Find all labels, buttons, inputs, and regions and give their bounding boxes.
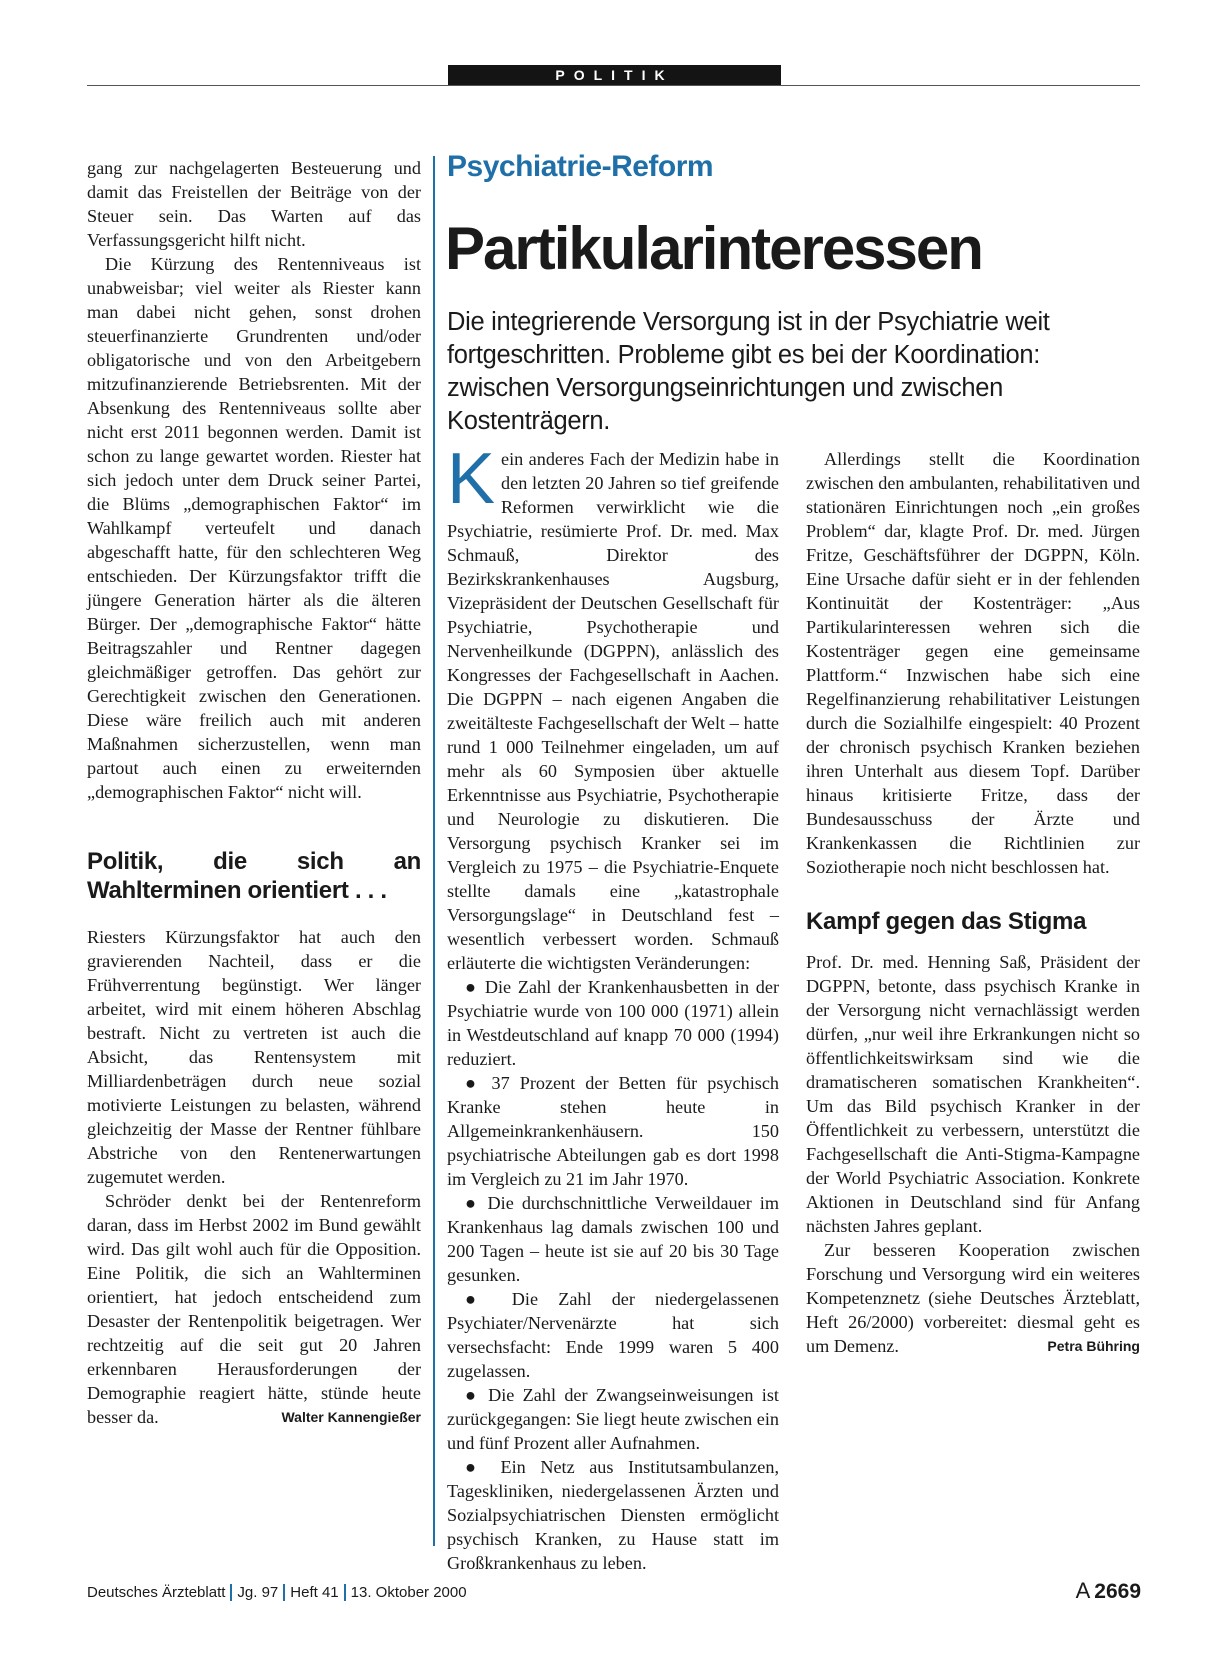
- journal-name: Deutsches Ärzteblatt: [87, 1584, 226, 1601]
- issue: Heft 41: [290, 1584, 339, 1601]
- page-prefix: A: [1075, 1578, 1091, 1603]
- paragraph: Die Kürzung des Rentenniveaus ist unabweisbar; viel weiter als Riester kann man dabei nicht gehen, sonst drohen steuerfinanzierte Grundrenten und/oder obligatorische und von den Arbeitgebern mitzufinanzierende Betriebsrenten. Mit der Absenkung des Rentenniveaus sollte aber nicht erst 2011 begonnen werden. Damit ist schon zu lange gewartet worden. Riester hat sich jedoch unter dem Druck seiner Partei, die Blüms „demographischen Faktor“ im Wahlkampf verteufelt und danach abgeschafft hatte, für den schlechteren Weg entschieden. Der Kürzungsfaktor trifft die jüngere Generation härter als die älteren Bürger. Der „demographische Faktor“ hätte Beitragszahler und Rentner dagegen gleichmäßiger getroffen. Das gehört zur Gerechtigkeit zwischen den Generationen. Diese wäre freilich auch mit anderen Maßnahmen sicherzustellen, wenn man partout auch einen zu erweiternden „demographischen Faktor“ nicht will.: [87, 254, 421, 802]
- paragraph: Kein anderes Fach der Medizin habe in den letzten 20 Jahren so tief greifende Reformen verwirklicht wie die Psychiatrie, resümierte Prof. Dr. med. Max Schmauß, Direktor des Bezirkskrankenhauses Augsburg, Vizepräsident der Deutschen Gesellschaft für Psychiatrie, Psychotherapie und Nervenheilkunde (DGPPN), anlässlich des Kongresses der Fachgesellschaft in Aachen. Die DGPPN – nach eigenen Angaben die zweitälteste Fachgesellschaft der Welt – hatte rund 1 000 Teilnehmer eingeladen, um auf mehr als 60 Symposien über aktuelle Erkenntnisse aus Psychiatrie, Psychotherapie und Neurologie zu diskutieren. Die Versorgung psychisch Kranker sei im Vergleich zu 1975 – die Psychiatrie-Enquete stellte damals eine „katastrophale Versorgungslage“ in Deutschland fest – wesentlich verbessert worden. Schmauß erläuterte die wichtigsten Veränderungen:: [447, 439, 779, 973]
- article-kicker: Psychiatrie-Reform: [447, 150, 714, 183]
- paragraph: Allerdings stellt die Koordination zwischen den ambulanten, rehabilitativen und stationären Einrichtungen noch „ein großes Problem“ dar, klagte Prof. Dr. med. Jürgen Fritze, Geschäftsführer der DGPPN, Köln. Eine Ursache dafür sieht er in der fehlenden Kontinuität der Kostenträger: „Aus Partikularinteressen wehren sich die Kostenträger gegen eine gemeinsame Plattform.“ Inzwischen habe sich eine Regelfinanzierung rehabilitativer Leistungen durch die Sozialhilfe eingespielt: 40 Prozent der chronisch psychisch Kranken beziehen ihren Unterhalt aus diesem Topf. Darüber hinaus kritisierte Fritze, dass der Bundesausschuss der Ärzte und Krankenkassen die Richtlinien zur Soziotherapie noch nicht beschlossen hat.: [806, 449, 1140, 877]
- paragraph: Zur besseren Kooperation zwischen Forschung und Versorgung wird ein weiteres Kompetenznetz (siehe Deutsches Ärzteblatt, Heft 26/2000) vorbereitet: diesmal geht es um Demenz. Petra Bühring: [806, 1240, 1140, 1356]
- bullet-item: ● Die Zahl der niedergelassenen Psychiater/Nervenärzte hat sich versechsfacht: Ende 1999 waren 5 400 zugelassen.: [447, 1289, 779, 1381]
- author-byline: Petra Bühring: [1047, 1338, 1140, 1354]
- footer-separator: [344, 1584, 346, 1601]
- volume: Jg. 97: [237, 1584, 279, 1601]
- author-byline: Walter Kannengießer: [281, 1409, 421, 1425]
- bullet-item: ● Die Zahl der Zwangseinweisungen ist zurückgegangen: Sie liegt heute zwischen ein und fünf Prozent aller Aufnahmen.: [447, 1385, 779, 1453]
- column-right: [806, 447, 1140, 1358]
- bullet-item: ● Ein Netz aus Institutsambulanzen, Tageskliniken, niedergelassenen Ärzten und Sozialpsychiatrischen Diensten ermöglicht psychisch Kranken, zu Hause statt im Großkrankenhaus zu leben.: [447, 1457, 779, 1573]
- column-divider: [433, 156, 435, 1546]
- paragraph: Prof. Dr. med. Henning Saß, Präsident der DGPPN, betonte, dass psychisch Kranke in der Versorgung nicht vernachlässigt werden dürfen, „nur weil ihre Erkrankungen nicht so öffentlichkeitswirksam sind wie die dramatischeren somatischen Krankheiten“. Um das Bild psychisch Kranker in der Öffentlichkeit zu verbessern, unterstützt die Fachgesellschaft die Anti-Stigma-Kampagne der World Psychiatric Association. Konkrete Aktionen in Deutschland sind für Anfang nächsten Jahres geplant.: [806, 952, 1140, 1236]
- drop-cap: K: [447, 439, 496, 519]
- bullet-item: ● 37 Prozent der Betten für psychisch Kranke stehen heute in Allgemeinkrankenhäusern. 150 psychiatrische Abteilungen gab es dort 1998 im Vergleich zu 21 im Jahr 1970.: [447, 1073, 779, 1189]
- bullet-item: ● Die durchschnittliche Verweildauer im Krankenhaus lag damals zwischen 100 und 200 Tagen – heute ist sie auf 20 bis 30 Tage gesunken.: [447, 1193, 779, 1285]
- subheading: Politik, die sich an Wahlterminen orientiert . . .: [87, 848, 421, 904]
- column-left: [87, 156, 421, 1429]
- paragraph: Schröder denkt bei der Rentenreform daran, dass im Herbst 2002 im Bund gewählt wird. Das gilt wohl auch für die Opposition. Eine Politik, die sich an Wahlterminen orientiert, hat jedoch entscheidend zum Desaster der Rentenpolitik beigetragen. Wer rechtzeitig auf die seit gut 20 Jahren erkennbaren Herausforderungen der Demographie reagiert hätte, stünde heute besser da. Walter Kannengießer: [87, 1191, 421, 1427]
- paragraph: gang zur nachgelagerten Besteuerung und damit das Freistellen der Beiträge von der Steuer sein. Das Warten auf das Verfassungsgericht hilft nicht.: [87, 158, 421, 250]
- article-headline: Partikularinteressen: [445, 215, 982, 282]
- page-number-value: 2669: [1094, 1580, 1141, 1603]
- page-footer: [87, 1584, 467, 1601]
- footer-separator: [230, 1584, 232, 1601]
- section-label: POLITIK: [448, 65, 781, 86]
- header-rule: [87, 85, 1140, 86]
- paragraph: Riesters Kürzungsfaktor hat auch den gravierenden Nachteil, dass er die Frühverrentung begünstigt. Wer länger arbeitet, wird mit einem höheren Abschlag bestraft. Nicht zu vertreten ist auch die Absicht, das Rentensystem mit Milliardenbeträgen durch neue sozial motivierte Leistungen zu belasten, während gleichzeitig der Masse der Rentner fühlbare Abstriche von den Rentenerwartungen zugemutet werden.: [87, 927, 421, 1187]
- date: 13. Oktober 2000: [350, 1584, 467, 1601]
- bullet-item: ● Die Zahl der Krankenhausbetten in der Psychiatrie wurde von 100 000 (1971) allein in Westdeutschland auf knapp 70 000 (1994) reduziert.: [447, 977, 779, 1069]
- article-lead: Die integrierende Versorgung ist in der Psychiatrie weit fortgeschritten. Probleme gibt es bei der Koordination: zwischen Versorgungseinrichtungen und zwischen Kostenträgern.: [447, 308, 1050, 435]
- footer-separator: [283, 1584, 285, 1601]
- page-number: [1076, 1578, 1141, 1604]
- column-middle: [447, 439, 779, 1575]
- subheading: Kampf gegen das Stigma: [806, 908, 1087, 935]
